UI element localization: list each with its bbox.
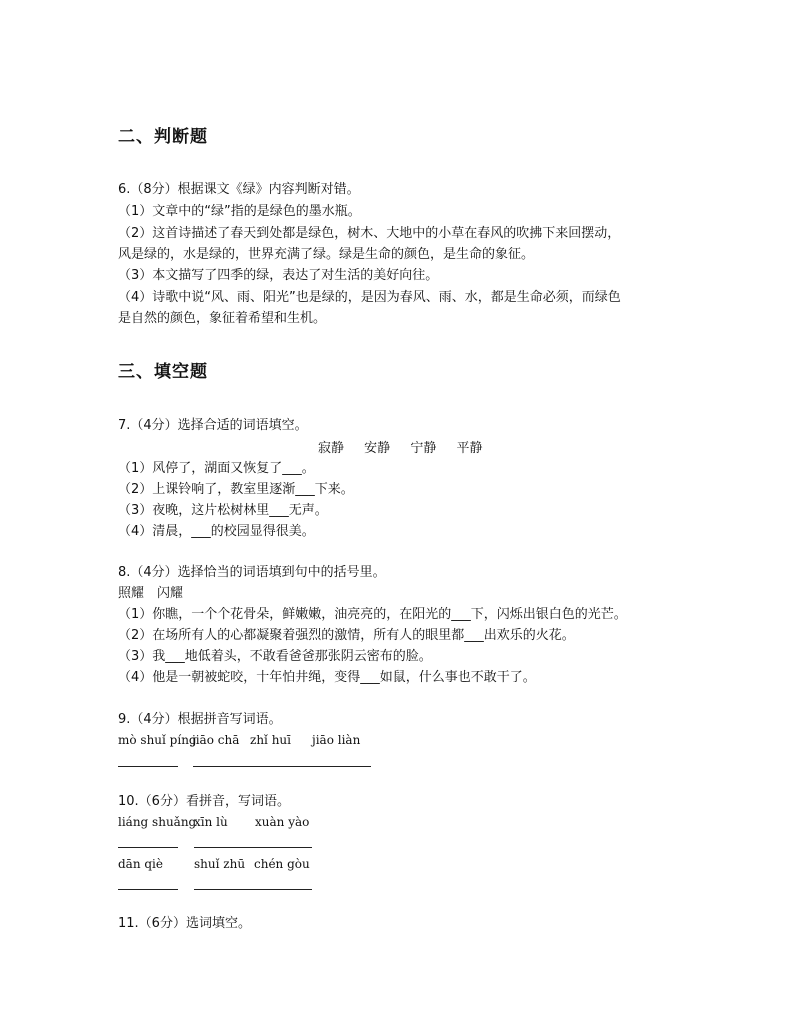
answer-blank[interactable] [118,766,178,767]
question-6-item: （3）本文描写了四季的绿，表达了对生活的美好向往。 [118,268,439,283]
pinyin-label: chén gòu [254,857,310,871]
question-8-item: （1）你瞧，一个个花骨朵，鲜嫩嫩，油亮亮的，在阳光的___下，闪烁出银白色的光芒。 [118,607,627,622]
question-8-options: 照耀 闪耀 [118,586,184,601]
question-6-item: （2）这首诗描述了春天到处都是绿色，树木、大地中的小草在春风的吹拂下来回摆动， [118,226,621,241]
question-8-item: （2）在场所有人的心都凝聚着强烈的激情，所有人的眼里都___出欢乐的火花。 [118,628,575,643]
question-7-options [318,437,498,456]
question-6-item: 是自然的颜色，象征着希望和生机。 [118,311,327,326]
answer-blank[interactable] [118,889,178,890]
pinyin-label: jiāo chā [192,733,240,747]
pinyin-label: shuǐ zhū [194,857,246,871]
question-6-item: 风是绿的，水是绿的，世界充满了绿。绿是生命的颜色，是生命的象征。 [118,247,535,262]
pinyin-label: zhǐ huī [250,733,291,747]
question-6-item: （4）诗歌中说“风、雨、阳光”也是绿的，是因为春风、雨、水，都是生命必须，而绿色 [118,290,621,305]
option-word: 平静 [456,441,483,456]
answer-blank[interactable] [193,766,371,767]
answer-blank[interactable] [118,847,178,848]
question-11-stem: 11.（6分）选词填空。 [118,916,251,931]
question-7-item: （2）上课铃响了，教室里逐渐___下来。 [118,482,354,497]
pinyin-label: dān qiè [118,857,163,871]
question-6-stem: 6.（8分）根据课文《绿》内容判断对错。 [118,182,360,197]
pinyin-label: liáng shuǎng [118,815,197,829]
section-title-judgment: 二、判断题 [118,127,208,147]
question-7-item: （3）夜晚，这片松树林里___无声。 [118,503,328,518]
question-7-stem: 7.（4分）选择合适的词语填空。 [118,418,308,433]
question-8-item: （3）我___地低着头，不敢看爸爸那张阴云密布的脸。 [118,649,432,664]
option-word: 寂静 [318,441,345,456]
answer-blank[interactable] [194,889,312,890]
pinyin-label: xuàn yào [255,815,310,829]
question-8-stem: 8.（4分）选择恰当的词语填到句中的括号里。 [118,565,386,580]
option-word: 安静 [364,441,391,456]
question-8-item: （4）他是一朝被蛇咬，十年怕井绳，变得___如鼠，什么事也不敢干了。 [118,670,536,685]
question-7-item: （4）清晨，___的校园显得很美。 [118,524,315,539]
question-9-stem: 9.（4分）根据拼音写词语。 [118,712,282,727]
pinyin-label: xīn lù [194,815,228,829]
question-6-item: （1）文章中的“绿”指的是绿色的墨水瓶。 [118,204,361,219]
question-10-stem: 10.（6分）看拼音，写词语。 [118,794,290,809]
section-title-fill-in: 三、填空题 [118,362,208,382]
pinyin-label: mò shuǐ píng [118,733,197,747]
pinyin-label: jiāo liàn [312,733,361,747]
option-word: 宁静 [410,441,437,456]
answer-blank[interactable] [194,847,312,848]
question-7-item: （1）风停了，湖面又恢复了___。 [118,461,315,476]
